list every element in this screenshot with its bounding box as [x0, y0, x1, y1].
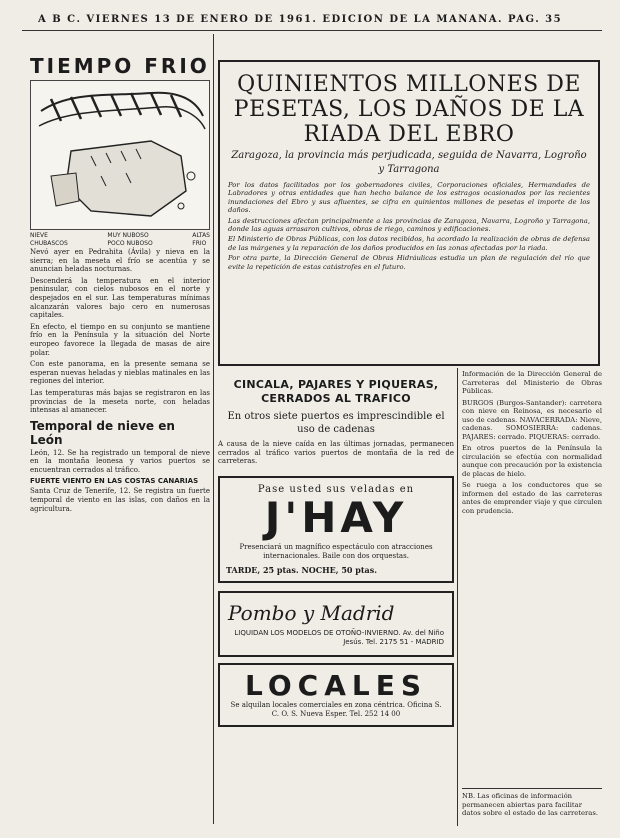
flood-headline: QUINIENTOS MILLONES DE PESETAS, LOS DAÑOS DE LA RIADA DEL EBRO — [233, 72, 585, 147]
flood-article — [218, 60, 600, 366]
column-divider-right — [457, 368, 458, 826]
snow-paragraph: León, 12. Se ha registrado un temporal de nieve en la montaña leonesa y varios puertos se encuentran cerrados al tráfico. — [30, 448, 210, 474]
legend-item: ALTAS — [192, 232, 210, 239]
passes-subheadline: En otros siete puertos es imprescindible el uso de cadenas — [227, 411, 445, 435]
weather-title: TIEMPO FRIO — [30, 54, 210, 78]
flood-subheadline: Zaragoza, la provincia más perjudicada, seguida de Navarra, Logroño y Tarragona — [231, 150, 587, 175]
snow-headline: Temporal de nieve en León — [30, 418, 175, 447]
locales-title: LOCALES — [245, 668, 427, 702]
weather-paragraph: Las temperaturas más bajas se registraron en las provincias de la meseta norte, con heladas intensas al amanecer. — [30, 388, 210, 415]
middle-column — [218, 370, 454, 727]
locales-advert-text: Se alquilan locales comerciales en zona céntrica. Oficina S. C. O. S. Nueva Esper. Tel. 252 14 00 — [230, 700, 442, 718]
header-rule — [22, 30, 602, 31]
roads-paragraph: BURGOS (Burgos-Santander): carretera con nieve en Reinosa, es necesario el uso de cadenas. NAVACERRADA: Nieve, cadenas. SOMOSIERRA: cadenas. PAJARES: cerrado. PIQUERAS: cerrado. — [462, 398, 602, 441]
pombo-advert-text: LIQUIDAN LOS MODELOS DE OTOÑO-INVIERNO. Av. del Niño Jesús. Tel. 2175 51 - MADRID — [234, 628, 444, 646]
wind-paragraph: Santa Cruz de Tenerife, 12. Se registra un fuerte temporal de viento en las islas, con daños en la agricultura. — [30, 487, 210, 513]
jhay-logo: J'HAY — [264, 492, 408, 542]
legend-item: NIEVE — [30, 232, 48, 239]
weather-paragraph: Con este panorama, en la presente semana se esperan nuevas heladas y nieblas matinales en las regiones del interior. — [30, 360, 210, 386]
flood-paragraph: El Ministerio de Obras Públicas, con los datos recibidos, ha acordado la realización de obras de defensa de las márgenes y la reparación de los daños producidos en las zonas afectadas por la riada. — [228, 235, 590, 252]
map-legend — [30, 232, 210, 248]
flood-paragraph: Por los datos facilitados por los gobernadores civiles, Corporaciones oficiales, Hermandades de Labradores y otras entidades que han hecho balance de los estragos ocasionados por las recientes inundaciones del Ebro y sus afluentes, se cifra en quinientos millones de pesetas el importe de los daños. — [228, 181, 590, 215]
pombo-advert — [218, 591, 454, 657]
column-divider — [213, 34, 214, 824]
pombo-logo: Pombo y Madrid — [228, 600, 395, 625]
legend-item: MUY NUBOSO — [107, 232, 149, 239]
weather-paragraph: Descenderá la temperatura en el interior peninsular, con cielos nubosos en el norte y despejados en el sur. Las temperaturas mínimas alcanzarán valores bajo cero en numerosas capitales. — [30, 276, 210, 320]
flood-paragraph: Por otra parte, la Dirección General de Obras Hidráulicas estudia un plan de regulación del río que evite la repetición de estas catástrofes en el futuro. — [228, 254, 590, 271]
roads-paragraph: Información de la Dirección General de Carreteras del Ministerio de Obras Públicas. — [462, 370, 602, 395]
weather-paragraph: En efecto, el tiempo en su conjunto se mantiene frío en la Península y la situación del Norte europeo favorece la llegada de masas de aire polar. — [30, 322, 210, 357]
weather-map-graphic — [31, 81, 209, 229]
locales-advert — [218, 663, 454, 727]
weather-column — [30, 56, 210, 516]
passes-headline: CINCALA, PAJARES Y PIQUERAS, CERRADOS AL TRAFICO — [233, 378, 439, 405]
passes-paragraph: A causa de la nieve caída en las últimas jornadas, permanecen cerrados al tráfico varios puertos de montaña de la red de carreteras. — [218, 440, 454, 466]
weather-paragraph: Nevó ayer en Pedrahita (Ávila) y nieva en la sierra; en la meseta el frío se acentúa y se anuncian heladas nocturnas. — [30, 248, 210, 274]
weather-map — [30, 80, 210, 230]
legend-item: FRIO — [192, 240, 207, 247]
jhay-advert-prices: TARDE, 25 ptas. NOCHE, 50 ptas. — [226, 564, 377, 575]
roads-note: NB. Las oficinas de información permanecen abiertas para facilitar datos sobre el estado de las carreteras. — [462, 788, 602, 818]
legend-item: CHUBASCOS — [30, 240, 68, 247]
jhay-advert-intro: Pase usted sus veladas en — [257, 483, 415, 495]
wind-headline: FUERTE VIENTO EN LAS COSTAS CANARIAS — [30, 477, 199, 486]
roads-paragraph: Se ruega a los conductores que se informen del estado de las carreteras antes de emprender viaje y que circulen con prudencia. — [462, 481, 602, 515]
legend-item: POCO NUBOSO — [107, 240, 153, 247]
roads-column — [462, 370, 602, 518]
jhay-advert-text: Presenciará un magnífico espectáculo con atracciones internacionales. Baile con dos orquestas. — [239, 542, 433, 560]
jhay-advert — [218, 476, 454, 583]
flood-paragraph: Las destrucciones afectan principalmente a las provincias de Zaragoza, Navarra, Logroño y Tarragona, donde las aguas arrasaron cultivos, obras de riego, caminos y edificaciones. — [228, 216, 590, 234]
roads-paragraph: En otros puertos de la Península la circulación se efectúa con normalidad aunque con precaución por la existencia de placas de hielo. — [462, 444, 602, 478]
page-header: A B C. VIERNES 13 DE ENERO DE 1961. EDICION DE LA MAÑANA. PAG. 35 — [38, 14, 563, 25]
